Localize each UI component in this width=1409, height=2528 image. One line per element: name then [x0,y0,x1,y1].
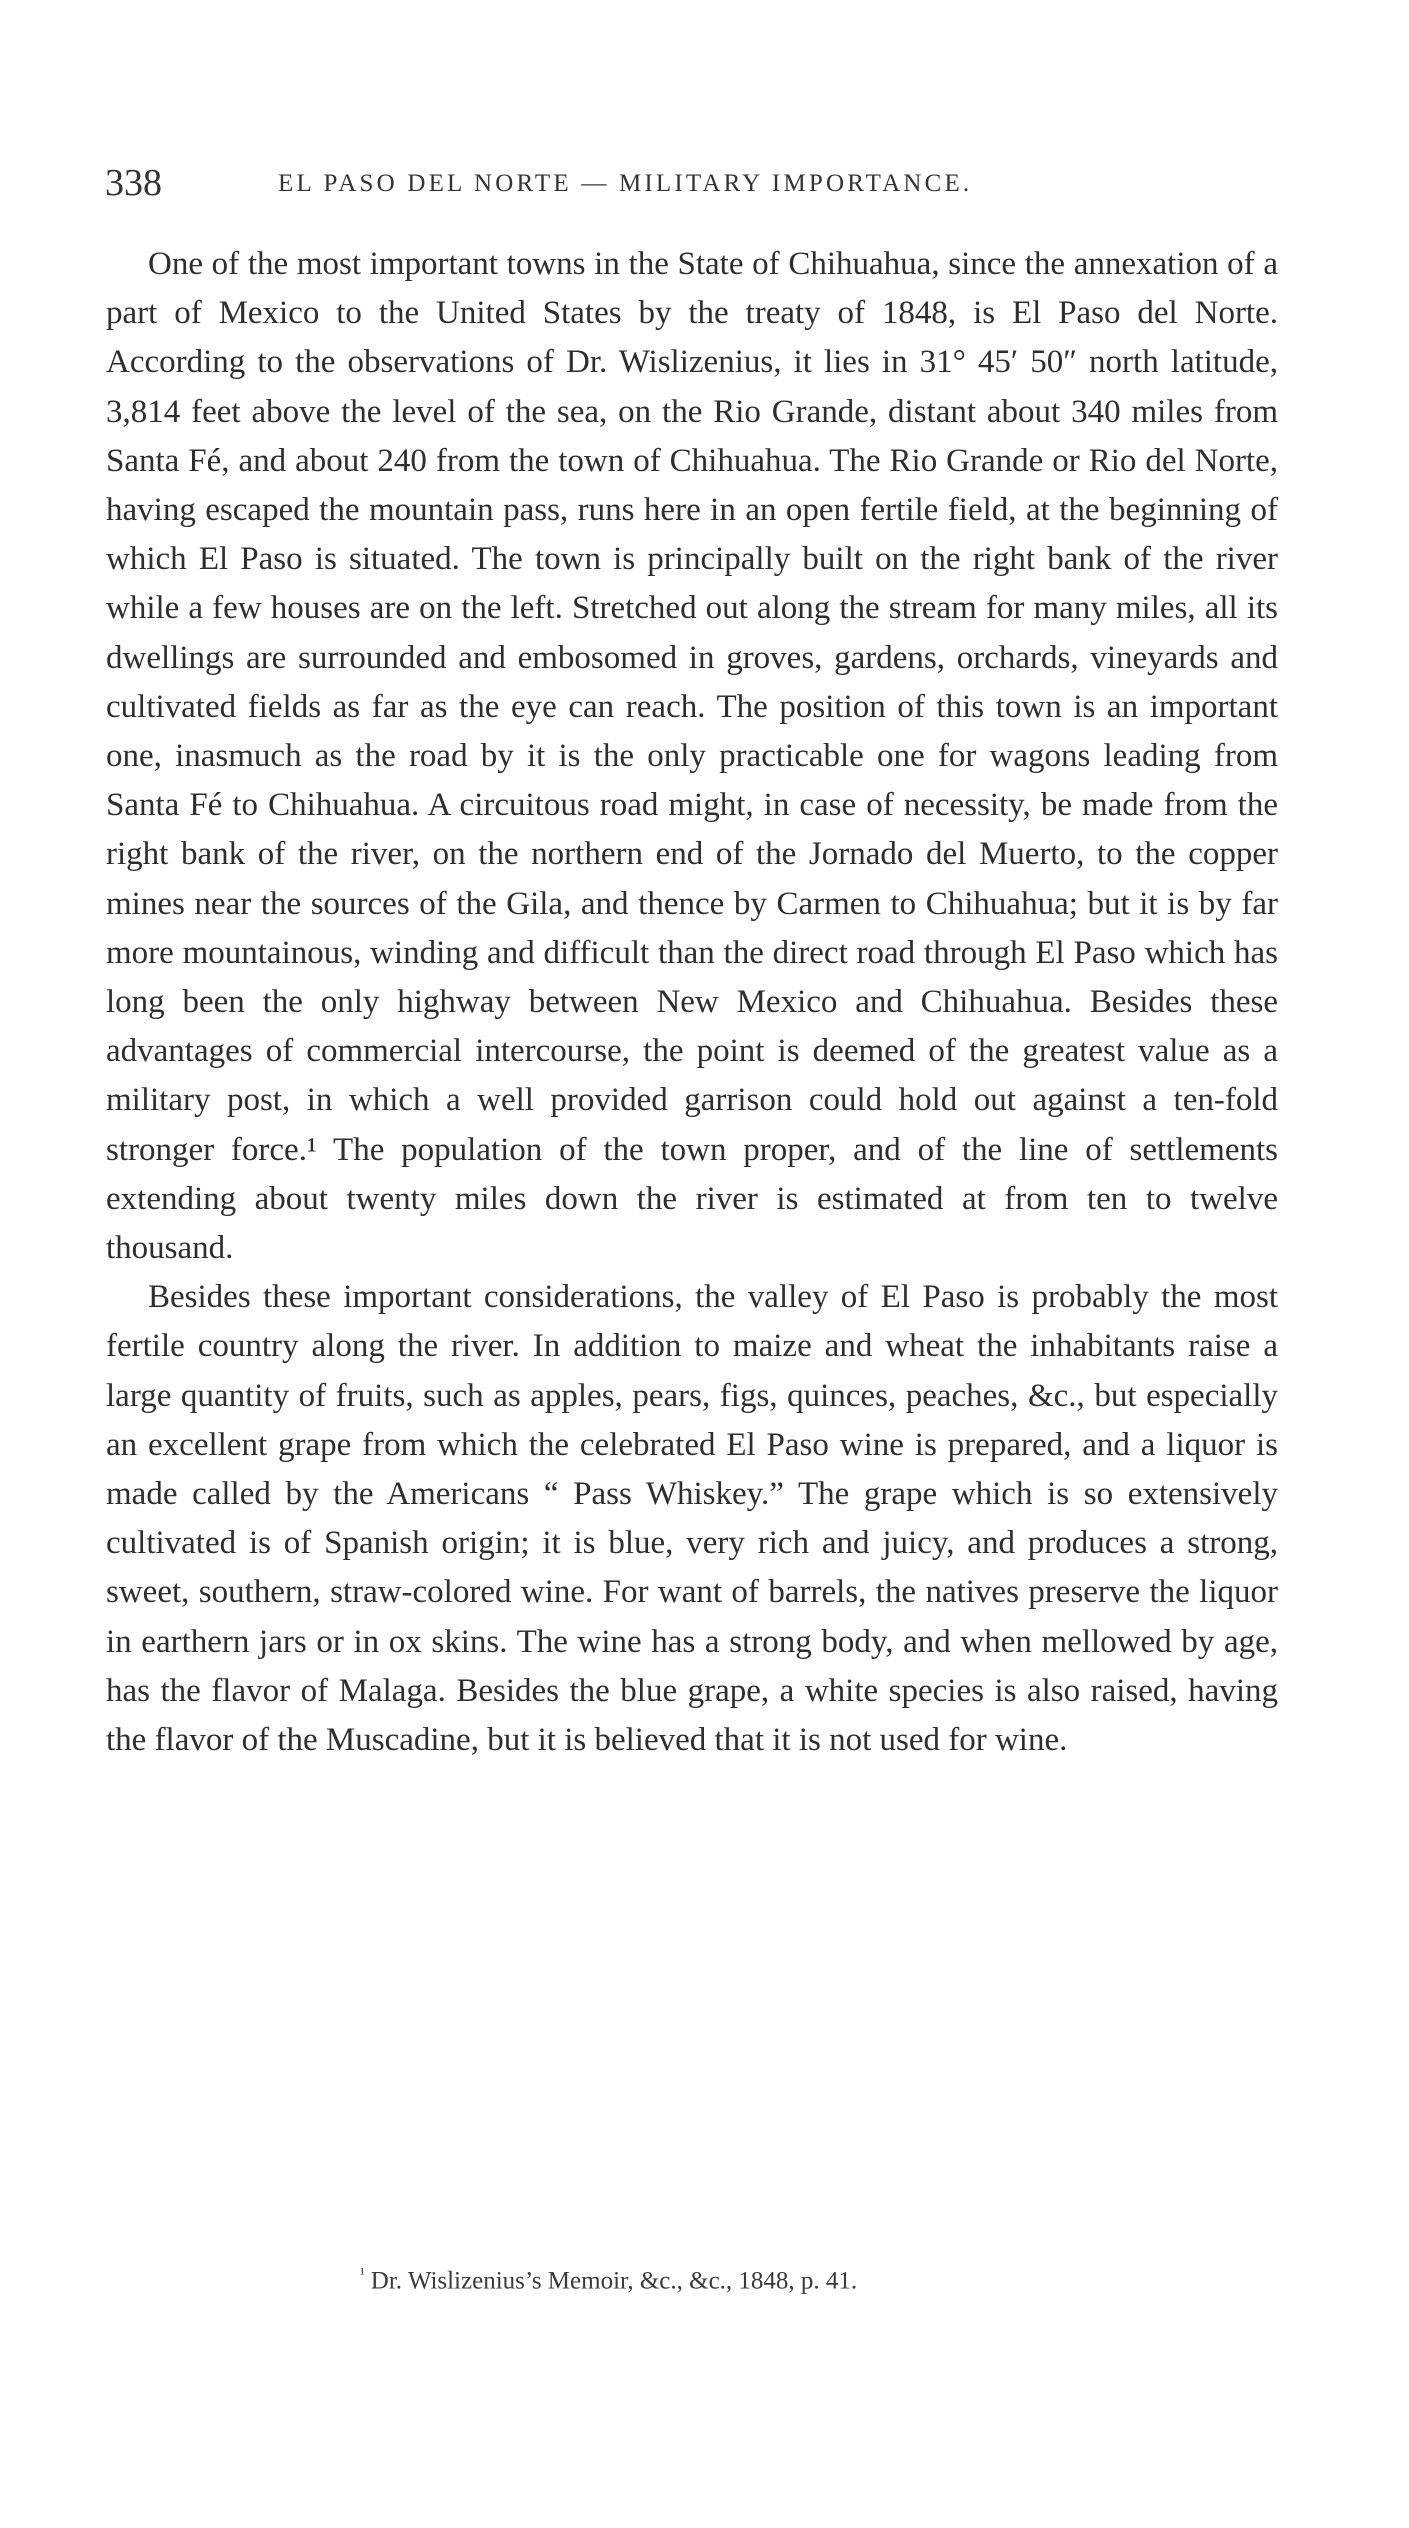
body-text [106,240,1278,1765]
running-title: EL PASO DEL NORTE — MILITARY IMPORTANCE. [278,170,973,197]
paragraph-1: One of the most important towns in the State of Chihuahua, since the annexation of a part of Mexico to the United States by the treaty of 1848, is El Paso del Norte. According to the observations of Dr. Wislizenius, it lies in 31° 45′ 50″ north latitude, 3,814 feet above the level of the sea, on the Rio Grande, distant about 340 miles from Santa Fé, and about 240 from the town of Chihuahua. The Rio Grande or Rio del Norte, having escaped the mountain pass, runs here in an open fertile field, at the beginning of which El Paso is situated. The town is principally built on the right bank of the river while a few houses are on the left. Stretched out along the stream for many miles, all its dwellings are surrounded and embosomed in groves, gardens, orchards, vineyards and cultivated fields as far as the eye can reach. The position of this town is an important one, inasmuch as the road by it is the only practicable one for wagons leading from Santa Fé to Chihuahua. A circuitous road might, in case of necessity, be made from the right bank of the river, on the northern end of the Jornado del Muerto, to the copper mines near the sources of the Gila, and thence by Carmen to Chihuahua; but it is by far more mountainous, winding and difficult than the direct road through El Paso which has long been the only highway between New Mexico and Chihuahua. Besides these advantages of commercial intercourse, the point is deemed of the greatest value as a military post, in which a well provided garrison could hold out against a ten-fold stronger force.¹ The population of the town proper, and of the line of settlements extending about twenty miles down the river is estimated at from ten to twelve thousand. [106,246,1278,1267]
paragraph-2: Besides these important considerations, the valley of El Paso is probably the most fertile country along the river. In addition to maize and wheat the inhabitants raise a large quantity of fruits, such as apples, pears, figs, quinces, peaches, &c., but especially an excellent grape from which the celebrated El Paso wine is prepared, and a liquor is made called by the Americans “ Pass Whiskey.” The grape which is so extensively cultivated is of Spanish origin; it is blue, very rich and juicy, and produces a strong, sweet, southern, straw-colored wine. For want of barrels, the natives preserve the liquor in earthern jars or in ox skins. The wine has a strong body, and when mellowed by age, has the flavor of Malaga. Besides the blue grape, a white species is also raised, having the flavor of the Muscadine, but it is believed that it is not used for wine. [106,1279,1278,1759]
footnote [360,2258,857,2298]
footnote-marker: ¹ [360,2266,365,2283]
running-header [105,160,1265,206]
page-number: 338 [105,162,162,204]
footnote-text: Dr. Wislizenius’s Memoir, &c., &c., 1848, p. 41. [370,2267,858,2295]
